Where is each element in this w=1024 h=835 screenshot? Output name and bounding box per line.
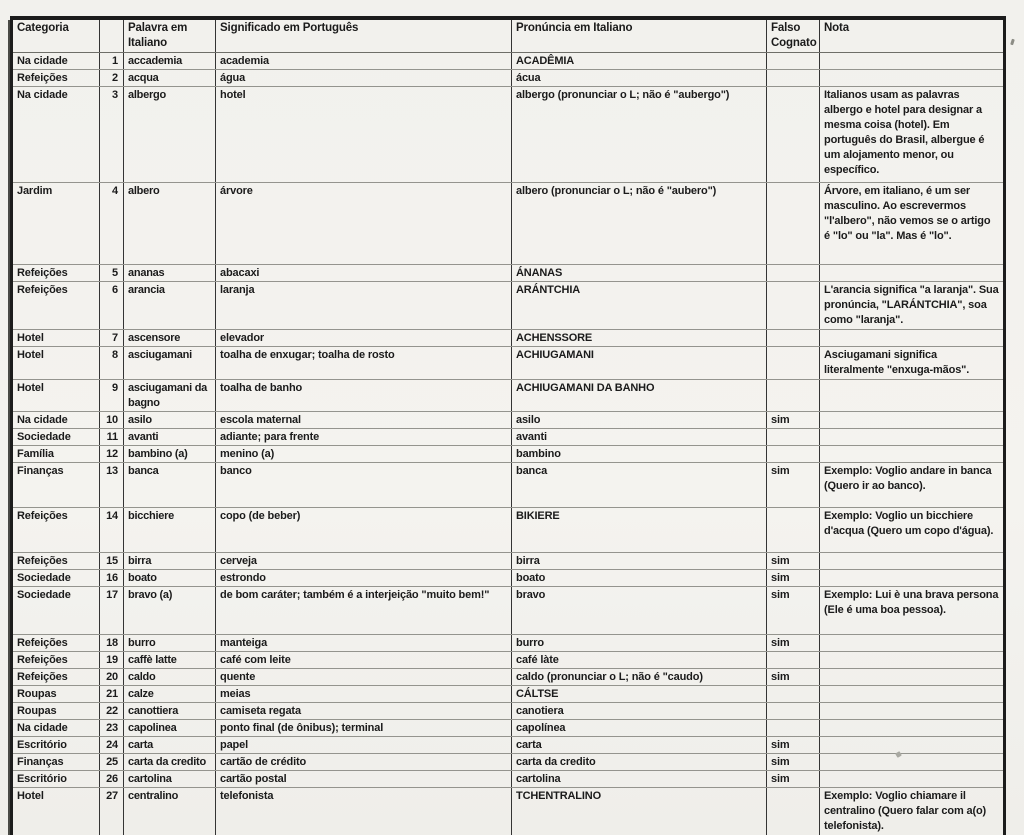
cell-palavra: arancia — [124, 281, 216, 329]
cell-palavra: canottiera — [124, 702, 216, 719]
cell-significado: hotel — [216, 86, 512, 182]
cell-significado: adiante; para frente — [216, 428, 512, 445]
cell-categoria: Refeições — [12, 634, 100, 651]
cell-palavra: boato — [124, 569, 216, 586]
cell-significado: estrondo — [216, 569, 512, 586]
cell-palavra: carta da credito — [124, 753, 216, 770]
cell-num: 19 — [100, 651, 124, 668]
cell-num: 12 — [100, 445, 124, 462]
table-row — [12, 634, 1005, 651]
cell-pronuncia: bambino — [512, 445, 767, 462]
cell-pronuncia: TCHENTRALINO — [512, 787, 767, 835]
cell-categoria: Hotel — [12, 787, 100, 835]
col-header-falso: Falso Cognato — [767, 18, 820, 52]
cell-categoria: Sociedade — [12, 569, 100, 586]
cell-palavra: calze — [124, 685, 216, 702]
cell-significado: papel — [216, 736, 512, 753]
col-header-num — [100, 18, 124, 52]
cell-num: 8 — [100, 346, 124, 379]
cell-significado: de bom caráter; também é a interjeição "muito bem!" — [216, 586, 512, 634]
cell-pronuncia: albero (pronunciar o L; não é "aubero") — [512, 182, 767, 264]
cell-categoria: Refeições — [12, 651, 100, 668]
cell-pronuncia: ACHENSSORE — [512, 329, 767, 346]
cell-nota — [820, 52, 1005, 69]
cell-pronuncia: albergo (pronunciar o L; não é "aubergo") — [512, 86, 767, 182]
table-row — [12, 411, 1005, 428]
cell-num: 6 — [100, 281, 124, 329]
cell-significado: laranja — [216, 281, 512, 329]
cell-nota — [820, 411, 1005, 428]
table-row — [12, 69, 1005, 86]
cell-num: 7 — [100, 329, 124, 346]
cell-palavra: asilo — [124, 411, 216, 428]
cell-significado: quente — [216, 668, 512, 685]
cell-categoria: Finanças — [12, 462, 100, 507]
cell-falso: sim — [767, 668, 820, 685]
cell-num: 21 — [100, 685, 124, 702]
cell-nota — [820, 770, 1005, 787]
cell-significado: escola maternal — [216, 411, 512, 428]
cell-categoria: Sociedade — [12, 428, 100, 445]
cell-palavra: ascensore — [124, 329, 216, 346]
cell-pronuncia: canotiera — [512, 702, 767, 719]
cell-categoria: Na cidade — [12, 86, 100, 182]
cell-nota: Exemplo: Voglio un bicchiere d'acqua (Quero um copo d'água). — [820, 507, 1005, 552]
cell-pronuncia: carta da credito — [512, 753, 767, 770]
cell-nota — [820, 329, 1005, 346]
cell-palavra: banca — [124, 462, 216, 507]
cell-significado: cartão de crédito — [216, 753, 512, 770]
scan-artifact — [1010, 39, 1015, 46]
cell-categoria: Na cidade — [12, 719, 100, 736]
cell-falso — [767, 264, 820, 281]
cell-pronuncia: caldo (pronunciar o L; não é "caudo) — [512, 668, 767, 685]
cell-num: 16 — [100, 569, 124, 586]
table-row — [12, 770, 1005, 787]
cell-categoria: Jardim — [12, 182, 100, 264]
vocab-table — [10, 16, 1006, 835]
cell-nota: Asciugamani significa literalmente "enxuga-mãos". — [820, 346, 1005, 379]
cell-num: 2 — [100, 69, 124, 86]
col-header-nota: Nota — [820, 18, 1005, 52]
cell-significado: manteiga — [216, 634, 512, 651]
cell-categoria: Refeições — [12, 552, 100, 569]
cell-significado: academia — [216, 52, 512, 69]
cell-pronuncia: ácua — [512, 69, 767, 86]
cell-num: 10 — [100, 411, 124, 428]
cell-significado: banco — [216, 462, 512, 507]
cell-pronuncia: boato — [512, 569, 767, 586]
cell-falso: sim — [767, 736, 820, 753]
cell-significado: café com leite — [216, 651, 512, 668]
cell-nota: Exemplo: Lui è una brava persona (Ele é uma boa pessoa). — [820, 586, 1005, 634]
cell-falso — [767, 445, 820, 462]
cell-palavra: caldo — [124, 668, 216, 685]
cell-categoria: Na cidade — [12, 52, 100, 69]
cell-categoria: Refeições — [12, 264, 100, 281]
cell-nota: Árvore, em italiano, é um ser masculino. Ao escrevermos "l'albero", não vemos se o artigo é "lo" ou "la". Mas é "lo". — [820, 182, 1005, 264]
cell-falso: sim — [767, 462, 820, 507]
cell-categoria: Família — [12, 445, 100, 462]
table-row — [12, 719, 1005, 736]
cell-num: 17 — [100, 586, 124, 634]
table-row — [12, 281, 1005, 329]
cell-nota — [820, 736, 1005, 753]
cell-significado: telefonista — [216, 787, 512, 835]
cell-pronuncia: CÁLTSE — [512, 685, 767, 702]
cell-palavra: caffè latte — [124, 651, 216, 668]
cell-num: 5 — [100, 264, 124, 281]
cell-pronuncia: café làte — [512, 651, 767, 668]
cell-num: 25 — [100, 753, 124, 770]
cell-pronuncia: banca — [512, 462, 767, 507]
cell-falso — [767, 702, 820, 719]
cell-palavra: acqua — [124, 69, 216, 86]
cell-pronuncia: ÁNANAS — [512, 264, 767, 281]
cell-falso — [767, 685, 820, 702]
cell-falso — [767, 86, 820, 182]
cell-num: 3 — [100, 86, 124, 182]
cell-pronuncia: ARÁNTCHIA — [512, 281, 767, 329]
cell-num: 14 — [100, 507, 124, 552]
cell-significado: água — [216, 69, 512, 86]
cell-nota — [820, 651, 1005, 668]
cell-num: 11 — [100, 428, 124, 445]
cell-falso — [767, 787, 820, 835]
cell-falso — [767, 719, 820, 736]
cell-nota — [820, 719, 1005, 736]
cell-pronuncia: ACHIUGAMANI DA BANHO — [512, 379, 767, 411]
table-row — [12, 787, 1005, 835]
cell-nota — [820, 445, 1005, 462]
cell-significado: toalha de banho — [216, 379, 512, 411]
cell-palavra: carta — [124, 736, 216, 753]
cell-significado: toalha de enxugar; toalha de rosto — [216, 346, 512, 379]
cell-num: 26 — [100, 770, 124, 787]
table-row — [12, 685, 1005, 702]
table-row — [12, 651, 1005, 668]
table-row — [12, 586, 1005, 634]
cell-falso — [767, 651, 820, 668]
col-header-pronuncia: Pronúncia em Italiano — [512, 18, 767, 52]
cell-falso: sim — [767, 569, 820, 586]
table-row — [12, 346, 1005, 379]
cell-nota: Exemplo: Voglio chiamare il centralino (Quero falar com a(o) telefonista). — [820, 787, 1005, 835]
cell-palavra: albergo — [124, 86, 216, 182]
cell-falso — [767, 346, 820, 379]
cell-falso — [767, 329, 820, 346]
cell-significado: ponto final (de ônibus); terminal — [216, 719, 512, 736]
cell-falso — [767, 52, 820, 69]
table-row — [12, 736, 1005, 753]
cell-categoria: Refeições — [12, 668, 100, 685]
cell-falso — [767, 428, 820, 445]
cell-categoria: Roupas — [12, 702, 100, 719]
table-row — [12, 552, 1005, 569]
cell-pronuncia: bravo — [512, 586, 767, 634]
cell-nota — [820, 264, 1005, 281]
table-row — [12, 86, 1005, 182]
cell-palavra: asciugamani da bagno — [124, 379, 216, 411]
col-header-significado: Significado em Português — [216, 18, 512, 52]
cell-num: 24 — [100, 736, 124, 753]
cell-significado: camiseta regata — [216, 702, 512, 719]
cell-categoria: Sociedade — [12, 586, 100, 634]
table-row — [12, 428, 1005, 445]
cell-palavra: burro — [124, 634, 216, 651]
cell-categoria: Escritório — [12, 736, 100, 753]
cell-pronuncia: burro — [512, 634, 767, 651]
cell-nota: Italianos usam as palavras albergo e hotel para designar a mesma coisa (hotel). Em português do Brasil, albergue é um alojamento menor, ou específico. — [820, 86, 1005, 182]
cell-num: 22 — [100, 702, 124, 719]
cell-pronuncia: capolínea — [512, 719, 767, 736]
cell-palavra: capolinea — [124, 719, 216, 736]
cell-palavra: bambino (a) — [124, 445, 216, 462]
table-header-row — [12, 18, 1005, 52]
cell-significado: menino (a) — [216, 445, 512, 462]
cell-num: 4 — [100, 182, 124, 264]
cell-categoria: Roupas — [12, 685, 100, 702]
cell-palavra: centralino — [124, 787, 216, 835]
cell-nota — [820, 685, 1005, 702]
table-row — [12, 445, 1005, 462]
cell-nota — [820, 634, 1005, 651]
cell-nota — [820, 702, 1005, 719]
cell-pronuncia: ACADÊMIA — [512, 52, 767, 69]
cell-significado: meias — [216, 685, 512, 702]
cell-significado: elevador — [216, 329, 512, 346]
vocab-table-body — [12, 52, 1005, 835]
cell-num: 9 — [100, 379, 124, 411]
cell-num: 27 — [100, 787, 124, 835]
cell-falso — [767, 379, 820, 411]
cell-num: 18 — [100, 634, 124, 651]
cell-palavra: albero — [124, 182, 216, 264]
table-row — [12, 569, 1005, 586]
table-row — [12, 462, 1005, 507]
cell-pronuncia: birra — [512, 552, 767, 569]
cell-num: 20 — [100, 668, 124, 685]
cell-num: 13 — [100, 462, 124, 507]
col-header-palavra: Palavra em Italiano — [124, 18, 216, 52]
cell-pronuncia: avanti — [512, 428, 767, 445]
cell-significado: copo (de beber) — [216, 507, 512, 552]
cell-falso: sim — [767, 753, 820, 770]
cell-nota — [820, 753, 1005, 770]
cell-num: 1 — [100, 52, 124, 69]
cell-falso: sim — [767, 634, 820, 651]
cell-categoria: Escritório — [12, 770, 100, 787]
table-row — [12, 329, 1005, 346]
cell-palavra: accademia — [124, 52, 216, 69]
table-row — [12, 507, 1005, 552]
table-row — [12, 52, 1005, 69]
table-row — [12, 702, 1005, 719]
cell-categoria: Na cidade — [12, 411, 100, 428]
cell-pronuncia: BIKIERE — [512, 507, 767, 552]
cell-falso — [767, 507, 820, 552]
cell-falso: sim — [767, 552, 820, 569]
cell-nota: L'arancia significa "a laranja". Sua pronúncia, "LARÁNTCHIA", soa como "laranja". — [820, 281, 1005, 329]
cell-categoria: Hotel — [12, 346, 100, 379]
cell-nota — [820, 428, 1005, 445]
cell-falso: sim — [767, 411, 820, 428]
cell-nota — [820, 379, 1005, 411]
cell-categoria: Hotel — [12, 379, 100, 411]
cell-palavra: bravo (a) — [124, 586, 216, 634]
cell-palavra: asciugamani — [124, 346, 216, 379]
cell-pronuncia: cartolina — [512, 770, 767, 787]
col-header-categoria: Categoria — [12, 18, 100, 52]
cell-nota — [820, 569, 1005, 586]
cell-palavra: cartolina — [124, 770, 216, 787]
cell-significado: árvore — [216, 182, 512, 264]
cell-significado: abacaxi — [216, 264, 512, 281]
cell-falso: sim — [767, 770, 820, 787]
table-row — [12, 753, 1005, 770]
cell-categoria: Refeições — [12, 507, 100, 552]
cell-significado: cartão postal — [216, 770, 512, 787]
cell-num: 23 — [100, 719, 124, 736]
cell-palavra: birra — [124, 552, 216, 569]
cell-num: 15 — [100, 552, 124, 569]
cell-falso — [767, 182, 820, 264]
table-row — [12, 668, 1005, 685]
cell-palavra: bicchiere — [124, 507, 216, 552]
cell-falso — [767, 281, 820, 329]
cell-pronuncia: asilo — [512, 411, 767, 428]
cell-nota — [820, 552, 1005, 569]
cell-significado: cerveja — [216, 552, 512, 569]
cell-nota — [820, 668, 1005, 685]
cell-nota — [820, 69, 1005, 86]
cell-pronuncia: ACHIUGAMANI — [512, 346, 767, 379]
cell-palavra: ananas — [124, 264, 216, 281]
table-row — [12, 182, 1005, 264]
cell-palavra: avanti — [124, 428, 216, 445]
table-row — [12, 379, 1005, 411]
cell-categoria: Finanças — [12, 753, 100, 770]
table-row — [12, 264, 1005, 281]
cell-nota: Exemplo: Voglio andare in banca (Quero ir ao banco). — [820, 462, 1005, 507]
cell-pronuncia: carta — [512, 736, 767, 753]
cell-falso: sim — [767, 586, 820, 634]
cell-categoria: Refeições — [12, 281, 100, 329]
cell-categoria: Hotel — [12, 329, 100, 346]
cell-categoria: Refeições — [12, 69, 100, 86]
cell-falso — [767, 69, 820, 86]
